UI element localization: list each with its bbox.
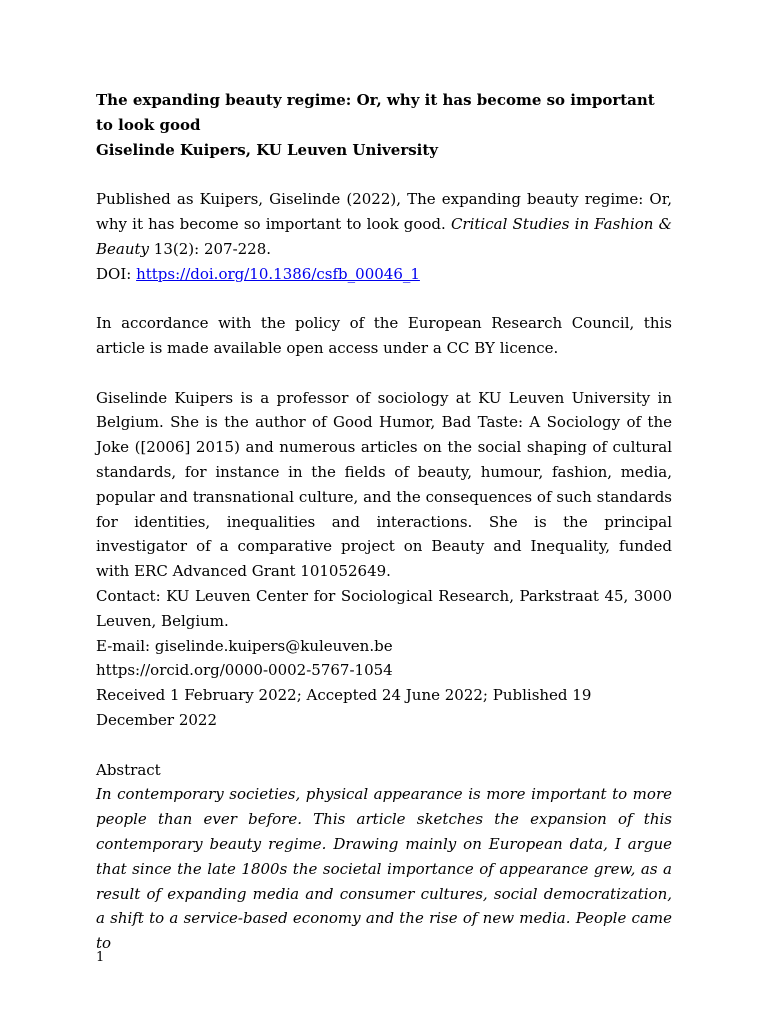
page-number: 1	[96, 950, 105, 965]
license-note: In accordance with the policy of the European Research Council, this article is made available open access under a CC BY licence.	[96, 314, 672, 357]
author-bio: Giselinde Kuipers is a professor of sociology at KU Leuven University in Belgium. She is the author of Good Humor, Bad Taste: A Sociology of the Joke ([2006] 2015) and numerous articles on the social shaping of cultural standards, for instance in the fields of beauty, humour, fashion, media, popular and transnational culture, and the consequences of such standards for identities, inequalities and interactions. She is the principal investigator of a comparative project on Beauty and Inequality, funded with ERC Advanced Grant 101052649.	[96, 388, 672, 581]
abstract-text: In contemporary societies, physical appearance is more important to more people than ever before. This article sketches the expansion of this contemporary beauty regime. Drawing mainly on European data, I argue that since the late 1800s the societal importance of appearance grew, as a result of expanding media and consumer cultures, social democratization, a shift to a service-based economy and the rise of new media. People came to	[96, 785, 672, 953]
citation-prefix: Published as Kuipers, Giselinde (2022), The expanding beauty regime: Or, why it has become so important to look good.	[96, 190, 672, 233]
article-title: The expanding beauty regime: Or, why it has become so important to look good	[96, 91, 655, 134]
citation-details: 13(2): 207-228.	[149, 239, 272, 258]
email-line: E-mail: giselinde.kuipers@kuleuven.be	[96, 636, 393, 655]
publication-dates: Received 1 February 2022; Accepted 24 June 2022; Published 19 December 2022	[96, 686, 592, 729]
document-page	[96, 88, 672, 956]
spacer	[96, 162, 672, 187]
doi-line	[96, 262, 672, 287]
contact-address: Contact: KU Leuven Center for Sociological Research, Parkstraat 45, 3000 Leuven, Belgium.	[96, 586, 672, 630]
spacer	[96, 286, 672, 311]
orcid-line: https://orcid.org/0000-0002-5767-1054	[96, 661, 393, 680]
spacer	[96, 733, 672, 758]
abstract-heading: Abstract	[96, 760, 161, 779]
journal-name: Critical Studies in Fashion & Beauty	[96, 214, 672, 258]
author-line: Giselinde Kuipers, KU Leuven University	[96, 140, 439, 159]
spacer	[96, 361, 672, 386]
doi-label: DOI:	[96, 264, 137, 283]
doi-link[interactable]: https://doi.org/10.1386/csfb_00046_1	[136, 264, 420, 283]
citation-paragraph	[96, 187, 672, 261]
